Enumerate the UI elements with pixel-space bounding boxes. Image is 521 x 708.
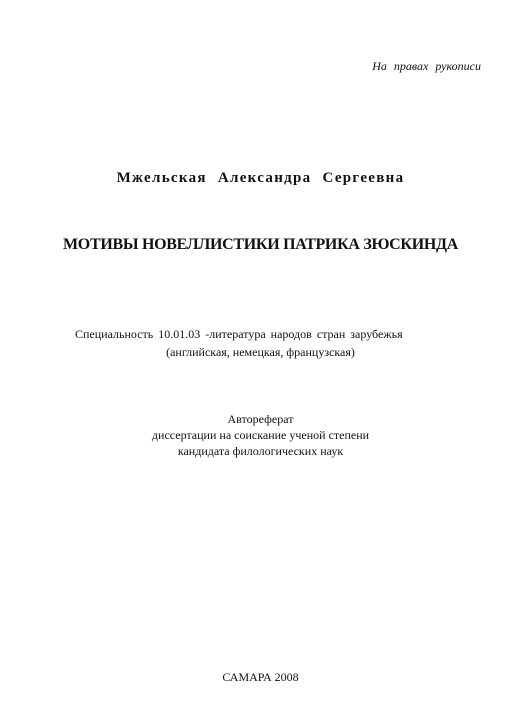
dissertation-title: МОТИВЫ НОВЕЛЛИСТИКИ ПАТРИКА ЗЮСКИНДА [63, 236, 458, 253]
specialty-line: Специальность 10.01.03 -литература народов стран зарубежья [75, 327, 403, 341]
city-year: САМАРА 2008 [222, 670, 299, 684]
abstract-degree: кандидата филологических наук [177, 444, 344, 458]
rights-note: На правах рукописи [372, 59, 481, 73]
specialty-languages: (английская, немецкая, французская) [166, 345, 355, 359]
abstract-heading: Автореферат [227, 412, 294, 426]
abstract-description: диссертации на соискание ученой степени [151, 428, 370, 442]
author-name: Мжельская Александра Сергеевна [116, 170, 405, 186]
